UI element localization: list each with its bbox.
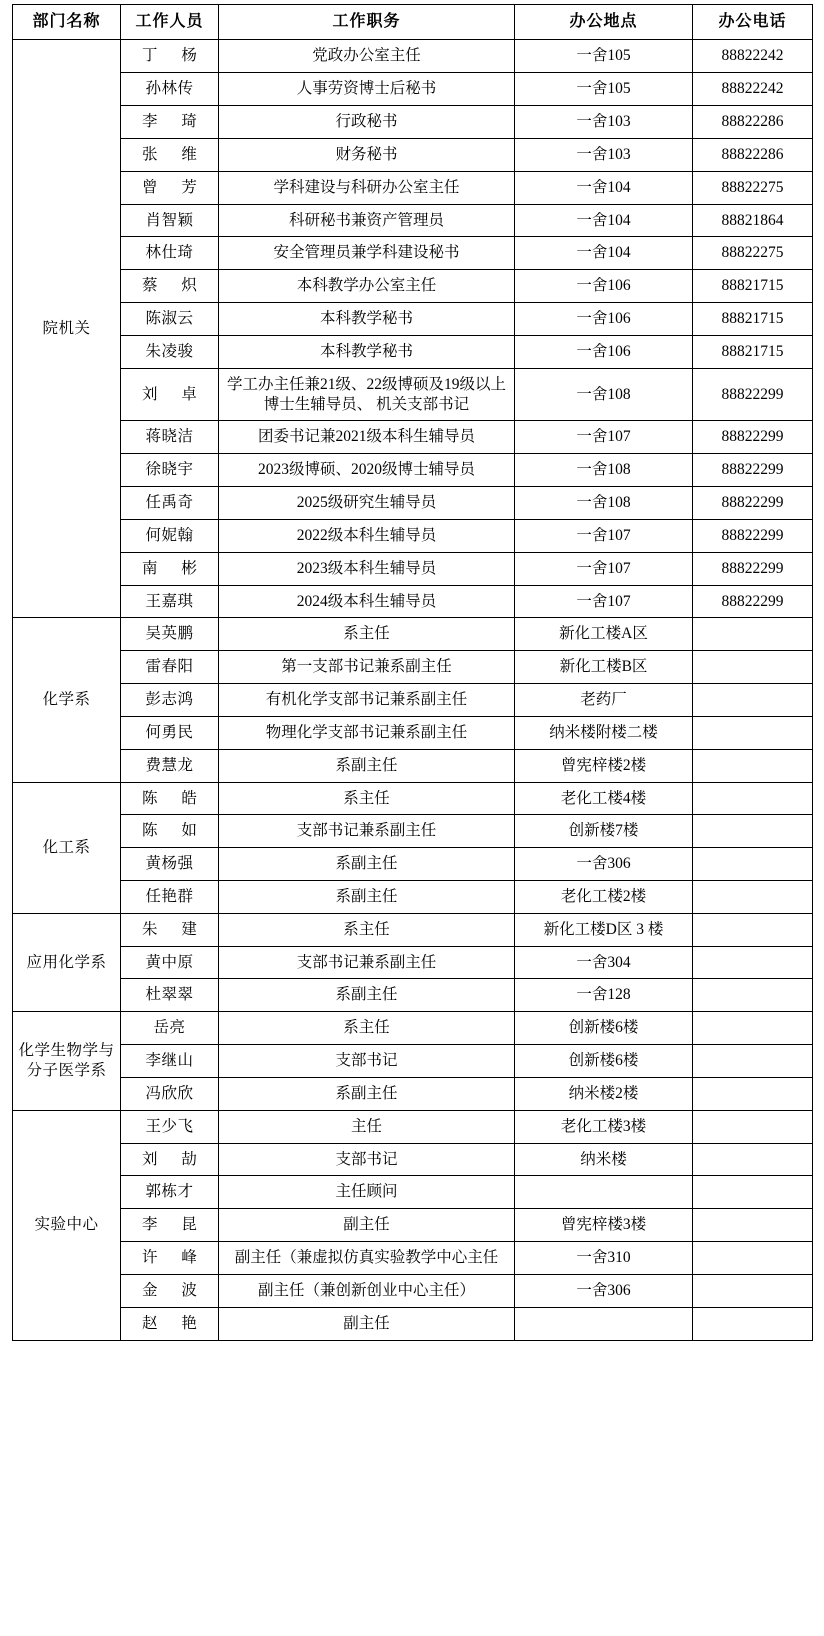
office-phone-cell: 88822299 bbox=[693, 454, 813, 487]
office-location-cell: 一舍108 bbox=[515, 487, 693, 520]
office-phone-cell bbox=[693, 913, 813, 946]
table-row bbox=[13, 1209, 813, 1242]
office-location-cell: 一舍306 bbox=[515, 1274, 693, 1307]
office-location-cell: 一舍304 bbox=[515, 946, 693, 979]
office-phone-cell bbox=[693, 716, 813, 749]
staff-name-cell: 许 峰 bbox=[121, 1242, 219, 1275]
position-cell: 2025级研究生辅导员 bbox=[219, 487, 515, 520]
staff-name-cell: 陈 如 bbox=[121, 815, 219, 848]
staff-name-cell: 陈 皓 bbox=[121, 782, 219, 815]
office-phone-cell: 88821715 bbox=[693, 335, 813, 368]
department-cell: 化学系 bbox=[13, 618, 121, 782]
position-cell: 系主任 bbox=[219, 782, 515, 815]
position-cell: 系主任 bbox=[219, 618, 515, 651]
position-cell: 主任顾问 bbox=[219, 1176, 515, 1209]
staff-name-cell: 李继山 bbox=[121, 1045, 219, 1078]
staff-name-cell: 刘 劼 bbox=[121, 1143, 219, 1176]
position-cell: 财务秘书 bbox=[219, 138, 515, 171]
position-cell: 2023级博硕、2020级博士辅导员 bbox=[219, 454, 515, 487]
office-location-cell: 一舍103 bbox=[515, 106, 693, 139]
staff-name-cell: 金 波 bbox=[121, 1274, 219, 1307]
table-row bbox=[13, 204, 813, 237]
staff-name-cell: 任艳群 bbox=[121, 881, 219, 914]
table-row bbox=[13, 552, 813, 585]
staff-name-cell: 任禹奇 bbox=[121, 487, 219, 520]
office-phone-cell: 88821715 bbox=[693, 303, 813, 336]
staff-name-cell: 李 昆 bbox=[121, 1209, 219, 1242]
staff-name-cell: 吴英鹏 bbox=[121, 618, 219, 651]
staff-name-cell: 孙林传 bbox=[121, 73, 219, 106]
staff-name-cell: 丁 杨 bbox=[121, 40, 219, 73]
staff-name-cell: 曾 芳 bbox=[121, 171, 219, 204]
table-row bbox=[13, 585, 813, 618]
table-row bbox=[13, 651, 813, 684]
office-phone-cell: 88822286 bbox=[693, 106, 813, 139]
position-cell: 系副主任 bbox=[219, 881, 515, 914]
table-row bbox=[13, 946, 813, 979]
office-location-cell: 一舍107 bbox=[515, 585, 693, 618]
office-phone-cell bbox=[693, 1110, 813, 1143]
column-header-office-location: 办公地点 bbox=[515, 5, 693, 40]
staff-name-cell: 彭志鸿 bbox=[121, 684, 219, 717]
table-row bbox=[13, 815, 813, 848]
office-location-cell: 一舍105 bbox=[515, 73, 693, 106]
office-location-cell: 曾宪梓楼3楼 bbox=[515, 1209, 693, 1242]
staff-name-cell: 刘 卓 bbox=[121, 368, 219, 421]
staff-name-cell: 黄中原 bbox=[121, 946, 219, 979]
office-phone-cell: 88822299 bbox=[693, 487, 813, 520]
office-phone-cell bbox=[693, 684, 813, 717]
office-phone-cell: 88822299 bbox=[693, 519, 813, 552]
table-body bbox=[13, 40, 813, 1340]
staff-name-cell: 徐晓宇 bbox=[121, 454, 219, 487]
table-row bbox=[13, 881, 813, 914]
position-cell: 系副主任 bbox=[219, 979, 515, 1012]
office-phone-cell: 88822275 bbox=[693, 237, 813, 270]
table-row bbox=[13, 1143, 813, 1176]
table-header bbox=[13, 5, 813, 40]
office-location-cell: 一舍104 bbox=[515, 204, 693, 237]
table-row bbox=[13, 335, 813, 368]
position-cell: 系副主任 bbox=[219, 1077, 515, 1110]
office-phone-cell: 88822275 bbox=[693, 171, 813, 204]
table-row bbox=[13, 913, 813, 946]
office-phone-cell bbox=[693, 1242, 813, 1275]
office-location-cell: 一舍108 bbox=[515, 368, 693, 421]
position-cell: 物理化学支部书记兼系副主任 bbox=[219, 716, 515, 749]
office-phone-cell bbox=[693, 782, 813, 815]
staff-name-cell: 赵 艳 bbox=[121, 1307, 219, 1340]
column-header-department: 部门名称 bbox=[13, 5, 121, 40]
office-location-cell: 一舍106 bbox=[515, 335, 693, 368]
position-cell: 系副主任 bbox=[219, 749, 515, 782]
office-location-cell: 新化工楼A区 bbox=[515, 618, 693, 651]
position-cell: 人事劳资博士后秘书 bbox=[219, 73, 515, 106]
table-row bbox=[13, 1110, 813, 1143]
office-phone-cell bbox=[693, 815, 813, 848]
table-row bbox=[13, 979, 813, 1012]
office-location-cell: 一舍108 bbox=[515, 454, 693, 487]
office-location-cell: 纳米楼 bbox=[515, 1143, 693, 1176]
office-location-cell: 一舍104 bbox=[515, 237, 693, 270]
position-cell: 学科建设与科研办公室主任 bbox=[219, 171, 515, 204]
position-cell: 支部书记兼系副主任 bbox=[219, 946, 515, 979]
office-phone-cell bbox=[693, 618, 813, 651]
position-cell: 副主任（兼创新创业中心主任） bbox=[219, 1274, 515, 1307]
office-phone-cell bbox=[693, 1307, 813, 1340]
position-cell: 系主任 bbox=[219, 913, 515, 946]
staff-name-cell: 冯欣欣 bbox=[121, 1077, 219, 1110]
table-row bbox=[13, 40, 813, 73]
department-cell: 化工系 bbox=[13, 782, 121, 913]
position-cell: 科研秘书兼资产管理员 bbox=[219, 204, 515, 237]
staff-name-cell: 黄杨强 bbox=[121, 848, 219, 881]
column-header-staff: 工作人员 bbox=[121, 5, 219, 40]
table-row bbox=[13, 368, 813, 421]
office-location-cell bbox=[515, 1307, 693, 1340]
staff-name-cell: 蒋晓洁 bbox=[121, 421, 219, 454]
table-row bbox=[13, 171, 813, 204]
position-cell: 副主任（兼虚拟仿真实验教学中心主任 bbox=[219, 1242, 515, 1275]
position-cell: 第一支部书记兼系副主任 bbox=[219, 651, 515, 684]
office-phone-cell bbox=[693, 1274, 813, 1307]
table-row bbox=[13, 749, 813, 782]
table-row bbox=[13, 303, 813, 336]
staff-name-cell: 王嘉琪 bbox=[121, 585, 219, 618]
staff-directory-table bbox=[12, 4, 813, 1341]
position-cell: 本科教学秘书 bbox=[219, 335, 515, 368]
office-phone-cell: 88822242 bbox=[693, 73, 813, 106]
office-phone-cell: 88822299 bbox=[693, 585, 813, 618]
table-row bbox=[13, 1045, 813, 1078]
staff-name-cell: 朱凌骏 bbox=[121, 335, 219, 368]
staff-name-cell: 李 琦 bbox=[121, 106, 219, 139]
position-cell: 支部书记兼系副主任 bbox=[219, 815, 515, 848]
office-location-cell: 一舍106 bbox=[515, 270, 693, 303]
office-location-cell: 一舍107 bbox=[515, 519, 693, 552]
office-location-cell: 一舍103 bbox=[515, 138, 693, 171]
staff-name-cell: 岳亮 bbox=[121, 1012, 219, 1045]
staff-name-cell: 何勇民 bbox=[121, 716, 219, 749]
table-row bbox=[13, 782, 813, 815]
office-phone-cell bbox=[693, 946, 813, 979]
position-cell: 2024级本科生辅导员 bbox=[219, 585, 515, 618]
position-cell: 主任 bbox=[219, 1110, 515, 1143]
office-phone-cell bbox=[693, 848, 813, 881]
position-cell: 系主任 bbox=[219, 1012, 515, 1045]
position-cell: 2022级本科生辅导员 bbox=[219, 519, 515, 552]
office-phone-cell bbox=[693, 1209, 813, 1242]
department-cell: 实验中心 bbox=[13, 1110, 121, 1340]
office-location-cell: 老化工楼4楼 bbox=[515, 782, 693, 815]
position-cell: 系副主任 bbox=[219, 848, 515, 881]
table-row bbox=[13, 848, 813, 881]
position-cell: 本科教学秘书 bbox=[219, 303, 515, 336]
office-location-cell: 新化工楼B区 bbox=[515, 651, 693, 684]
office-phone-cell bbox=[693, 881, 813, 914]
position-cell: 副主任 bbox=[219, 1209, 515, 1242]
position-cell: 本科教学办公室主任 bbox=[219, 270, 515, 303]
office-phone-cell bbox=[693, 651, 813, 684]
office-location-cell: 曾宪梓楼2楼 bbox=[515, 749, 693, 782]
office-location-cell bbox=[515, 1176, 693, 1209]
office-phone-cell bbox=[693, 749, 813, 782]
department-cell: 应用化学系 bbox=[13, 913, 121, 1011]
table-row bbox=[13, 716, 813, 749]
table-row bbox=[13, 618, 813, 651]
office-phone-cell bbox=[693, 979, 813, 1012]
position-cell: 支部书记 bbox=[219, 1045, 515, 1078]
staff-name-cell: 何妮翰 bbox=[121, 519, 219, 552]
office-location-cell: 创新楼6楼 bbox=[515, 1045, 693, 1078]
table-row bbox=[13, 1012, 813, 1045]
table-row bbox=[13, 237, 813, 270]
table-row bbox=[13, 1176, 813, 1209]
department-cell: 化学生物学与分子医学系 bbox=[13, 1012, 121, 1110]
office-location-cell: 纳米楼2楼 bbox=[515, 1077, 693, 1110]
office-phone-cell bbox=[693, 1045, 813, 1078]
header-row bbox=[13, 5, 813, 40]
office-location-cell: 一舍310 bbox=[515, 1242, 693, 1275]
office-phone-cell bbox=[693, 1176, 813, 1209]
staff-name-cell: 王少飞 bbox=[121, 1110, 219, 1143]
office-phone-cell: 88822299 bbox=[693, 421, 813, 454]
office-location-cell: 一舍107 bbox=[515, 421, 693, 454]
office-location-cell: 一舍128 bbox=[515, 979, 693, 1012]
staff-directory-sheet bbox=[12, 0, 812, 1341]
staff-name-cell: 杜翠翠 bbox=[121, 979, 219, 1012]
staff-name-cell: 雷春阳 bbox=[121, 651, 219, 684]
office-location-cell: 老药厂 bbox=[515, 684, 693, 717]
table-row bbox=[13, 1307, 813, 1340]
office-location-cell: 创新楼7楼 bbox=[515, 815, 693, 848]
office-phone-cell: 88822242 bbox=[693, 40, 813, 73]
table-row bbox=[13, 1242, 813, 1275]
staff-name-cell: 陈淑云 bbox=[121, 303, 219, 336]
position-cell: 支部书记 bbox=[219, 1143, 515, 1176]
office-location-cell: 创新楼6楼 bbox=[515, 1012, 693, 1045]
office-location-cell: 新化工楼D区 3 楼 bbox=[515, 913, 693, 946]
office-phone-cell: 88821864 bbox=[693, 204, 813, 237]
staff-name-cell: 蔡 炽 bbox=[121, 270, 219, 303]
staff-name-cell: 南 彬 bbox=[121, 552, 219, 585]
position-cell: 有机化学支部书记兼系副主任 bbox=[219, 684, 515, 717]
staff-name-cell: 朱 建 bbox=[121, 913, 219, 946]
table-row bbox=[13, 454, 813, 487]
office-phone-cell: 88821715 bbox=[693, 270, 813, 303]
office-location-cell: 一舍107 bbox=[515, 552, 693, 585]
staff-name-cell: 费慧龙 bbox=[121, 749, 219, 782]
table-row bbox=[13, 73, 813, 106]
table-row bbox=[13, 270, 813, 303]
position-cell: 党政办公室主任 bbox=[219, 40, 515, 73]
position-cell: 副主任 bbox=[219, 1307, 515, 1340]
staff-name-cell: 张 维 bbox=[121, 138, 219, 171]
office-phone-cell: 88822299 bbox=[693, 368, 813, 421]
office-location-cell: 一舍106 bbox=[515, 303, 693, 336]
table-row bbox=[13, 487, 813, 520]
office-phone-cell bbox=[693, 1143, 813, 1176]
office-phone-cell bbox=[693, 1012, 813, 1045]
table-row bbox=[13, 421, 813, 454]
office-location-cell: 一舍306 bbox=[515, 848, 693, 881]
office-location-cell: 一舍105 bbox=[515, 40, 693, 73]
table-row bbox=[13, 106, 813, 139]
department-cell: 院机关 bbox=[13, 40, 121, 618]
office-location-cell: 老化工楼3楼 bbox=[515, 1110, 693, 1143]
column-header-position: 工作职务 bbox=[219, 5, 515, 40]
position-cell: 行政秘书 bbox=[219, 106, 515, 139]
office-phone-cell: 88822286 bbox=[693, 138, 813, 171]
table-row bbox=[13, 1077, 813, 1110]
table-row bbox=[13, 684, 813, 717]
table-row bbox=[13, 1274, 813, 1307]
office-phone-cell: 88822299 bbox=[693, 552, 813, 585]
table-row bbox=[13, 519, 813, 552]
position-cell: 安全管理员兼学科建设秘书 bbox=[219, 237, 515, 270]
table-row bbox=[13, 138, 813, 171]
staff-name-cell: 林仕琦 bbox=[121, 237, 219, 270]
position-cell: 团委书记兼2021级本科生辅导员 bbox=[219, 421, 515, 454]
office-location-cell: 纳米楼附楼二楼 bbox=[515, 716, 693, 749]
staff-name-cell: 郭栋才 bbox=[121, 1176, 219, 1209]
column-header-office-phone: 办公电话 bbox=[693, 5, 813, 40]
position-cell: 学工办主任兼21级、22级博硕及19级以上博士生辅导员、 机关支部书记 bbox=[219, 368, 515, 421]
staff-name-cell: 肖智颖 bbox=[121, 204, 219, 237]
position-cell: 2023级本科生辅导员 bbox=[219, 552, 515, 585]
office-location-cell: 一舍104 bbox=[515, 171, 693, 204]
office-location-cell: 老化工楼2楼 bbox=[515, 881, 693, 914]
office-phone-cell bbox=[693, 1077, 813, 1110]
